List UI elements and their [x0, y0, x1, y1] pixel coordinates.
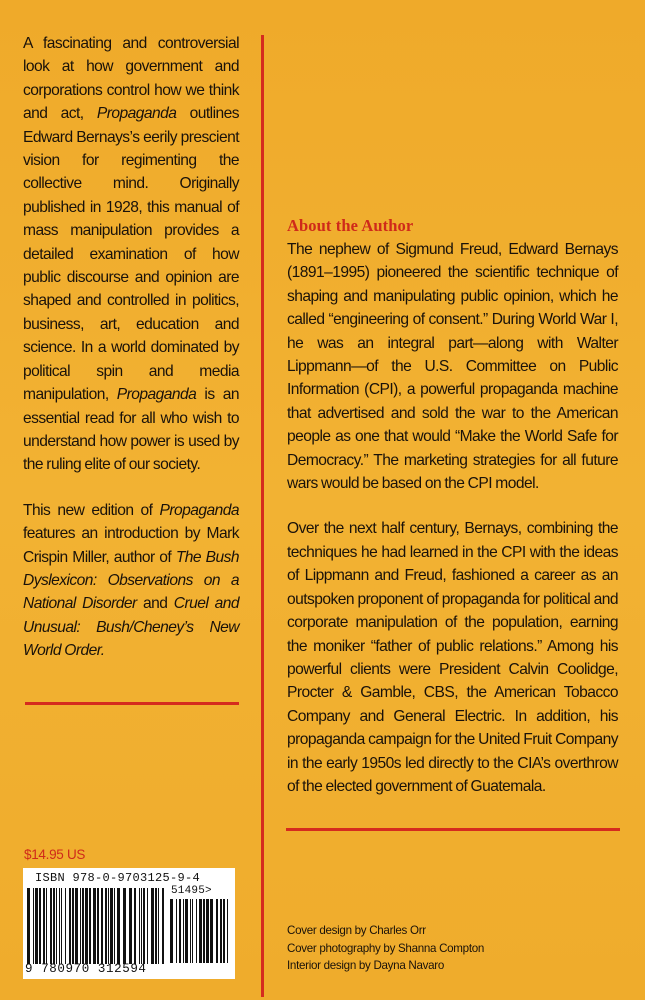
- barcode: [23, 868, 235, 979]
- about-author-paragraph: Over the next half century, Bernays, combining the techniques he had learned in the CPI with the ideas of Lippmann and Freud, fashioned a career as an outspoken proponent of propaganda for political and corporate manipulation of the population, earning the moniker “father of public relations.” Among his powerful clients were President Calvin Coolidge, Procter & Gamble, CBS, the American Tobacco Company and General Electric. In addition, his propaganda campaign for the United Fruit Company in the early 1950s led directly to the CIA’s overthrow of the elected government of Guatemala.: [287, 520, 618, 795]
- barcode-bar: [27, 888, 30, 964]
- barcode-bar: [43, 888, 45, 964]
- barcode-bar: [192, 899, 193, 963]
- barcode-bar: [101, 888, 103, 964]
- right-horizontal-divider: [286, 828, 620, 831]
- barcode-bar: [61, 888, 62, 964]
- barcode-bar: [33, 888, 34, 964]
- barcode-bar: [114, 888, 115, 964]
- barcode-bar: [147, 888, 148, 964]
- barcode-bar: [162, 888, 164, 964]
- barcode-bar: [190, 899, 191, 963]
- barcode-bar: [89, 888, 91, 964]
- vertical-divider: [261, 35, 264, 997]
- edition-text: and: [143, 595, 168, 613]
- barcode-bar: [155, 888, 157, 964]
- barcode-bar: [183, 899, 184, 963]
- barcode-bar: [117, 888, 120, 964]
- barcode-bar: [72, 888, 74, 964]
- barcode-bar: [210, 899, 213, 963]
- description-text: outlines Edward Bernays’s eerily prescient vision for regimenting the collective mind. Originally published in 1928, this manual of mass manipulation provides a detailed examination of how public discourse and opinion are shaped and controlled in politics, business, art, education and science. In a world dominated by political spin and media manipulation,: [23, 105, 239, 404]
- about-author-heading: About the Author: [287, 216, 414, 235]
- edition-text: features an introduction by Mark Crispin Miller, author of: [23, 525, 239, 566]
- ean-digits: 9 780970 312594: [25, 962, 147, 976]
- barcode-bar: [203, 899, 205, 963]
- book-title: Propaganda: [116, 386, 197, 404]
- barcode-bar: [158, 888, 159, 964]
- barcode-bar: [110, 888, 113, 964]
- addon-barcode-bars: [170, 899, 232, 963]
- barcode-bar: [129, 888, 132, 964]
- credits: [287, 922, 587, 975]
- barcode-bar: [206, 899, 209, 963]
- barcode-bar: [97, 888, 99, 964]
- barcode-bar: [93, 888, 96, 964]
- cover-photo-credit: Cover photography by Shanna Compton: [287, 941, 485, 955]
- price-code: 51495>: [171, 885, 212, 897]
- barcode-bar: [39, 888, 41, 964]
- interior-design-credit: Interior design by Dayna Navaro: [287, 959, 444, 973]
- barcode-bar: [46, 888, 47, 964]
- barcode-bar: [85, 888, 88, 964]
- edition-text: This new edition of: [23, 501, 153, 519]
- barcode-bar: [151, 888, 154, 964]
- barcode-bar: [56, 888, 57, 964]
- barcode-bar: [35, 888, 38, 964]
- barcode-bar: [105, 888, 107, 964]
- book-title: Propaganda: [159, 501, 239, 519]
- barcode-bar: [69, 888, 71, 964]
- barcode-bar: [185, 899, 188, 963]
- barcode-bar: [170, 899, 173, 963]
- about-author-paragraph: The nephew of Sigmund Freud, Edward Bernays (1891–1995) pioneered the scientific technique of shaping and manipulating public opinion, which he called “engineering of consent.” During World War I, he was an integral part—along with Walter Lippmann—of the U.S. Committee on Public Information (CPI), a powerful propaganda machine that advertised and sold the war to the American people as one that would “Make the World Safe for Democracy.” The marketing strategies for all future wars would be based on the CPI model.: [287, 241, 618, 493]
- left-horizontal-divider: [25, 702, 239, 705]
- description-column: [23, 32, 239, 685]
- barcode-bar: [82, 888, 84, 964]
- related-book-title: The Bush Dyslexicon: Observations on a National Disorder: [23, 548, 239, 613]
- description-text: is an essential read for all who wish to understand how power is used by the ruling elite of our society.: [23, 386, 239, 474]
- price-label: $14.95 US: [24, 847, 86, 862]
- barcode-bar: [176, 899, 177, 963]
- barcode-bar: [141, 888, 142, 964]
- edition-paragraph: [23, 499, 239, 663]
- barcode-bar: [50, 888, 52, 964]
- barcode-bar: [65, 888, 66, 964]
- book-title: Propaganda: [96, 105, 177, 123]
- cover-design-credit: Cover design by Charles Orr: [287, 924, 426, 937]
- related-book-title: Cruel and Unusual: Bush/Cheney’s New World Order.: [23, 595, 239, 660]
- barcode-bar: [139, 888, 140, 964]
- barcode-bar: [227, 899, 228, 963]
- barcode-bar: [216, 899, 218, 963]
- barcode-bar: [123, 888, 126, 964]
- about-author-column: [287, 216, 618, 820]
- barcode-bar: [134, 888, 136, 964]
- barcode-bar: [80, 888, 81, 964]
- barcode-bar: [223, 899, 225, 963]
- description-paragraph: [23, 32, 239, 477]
- barcode-bar: [143, 888, 145, 964]
- barcode-bar: [179, 899, 181, 963]
- barcode-bar: [220, 899, 222, 963]
- description-text: A fascinating and controversial look at how government and corporations control how we think and act,: [23, 35, 239, 123]
- barcode-bar: [53, 888, 55, 964]
- ean-barcode-bars: [27, 888, 169, 964]
- barcode-bar: [199, 899, 202, 963]
- isbn-label: ISBN 978-0-9703125-9-4: [35, 871, 201, 885]
- barcode-bar: [59, 888, 60, 964]
- barcode-bar: [108, 888, 109, 964]
- barcode-bar: [75, 888, 78, 964]
- barcode-bar: [196, 899, 197, 963]
